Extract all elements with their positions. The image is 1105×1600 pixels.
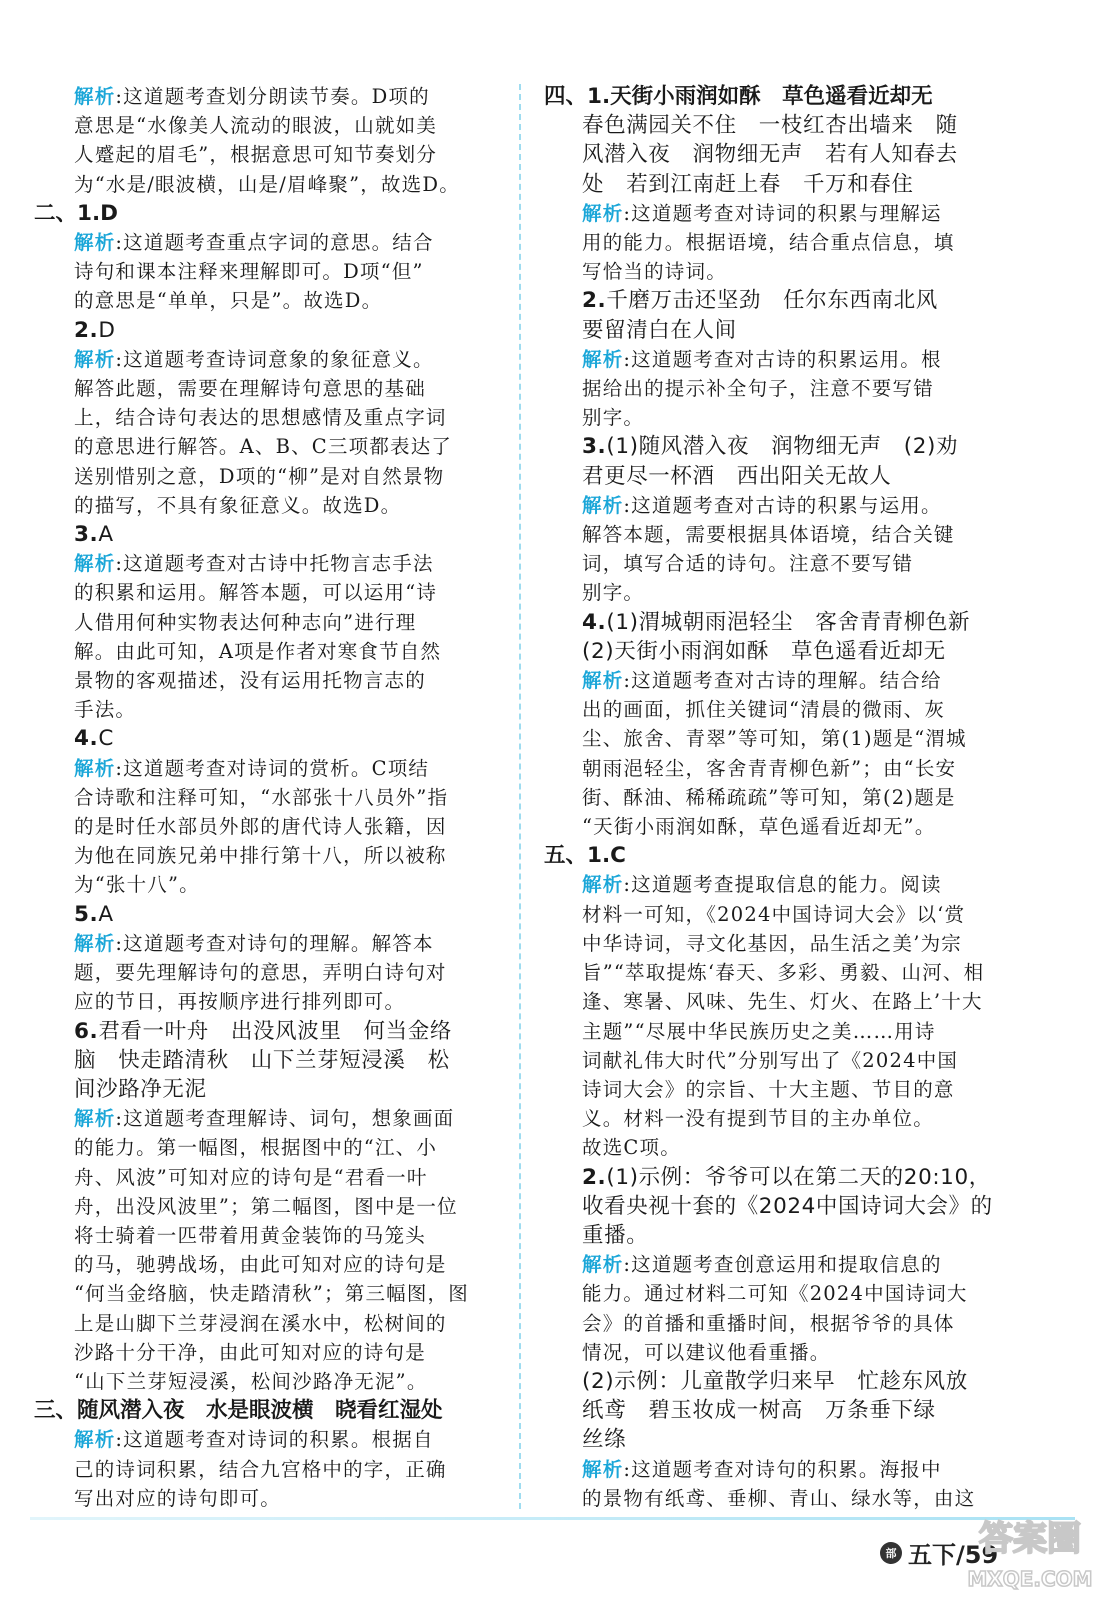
line-text: :这道题考查提取信息的能力。阅读 — [623, 873, 942, 897]
question-number: 5. — [74, 901, 99, 927]
analysis-tag: 解析 — [74, 1428, 116, 1452]
question-number: 1. — [587, 84, 611, 109]
line-text: 舟、风波”可知对应的诗句是“君看一叶 — [74, 1165, 428, 1189]
text-line — [544, 637, 1014, 666]
text-line — [34, 929, 494, 958]
left-column — [34, 82, 494, 1513]
line-text: 收看央视十套的《2024中国诗词大会》的 — [582, 1193, 993, 1219]
line-text: 君看一叶舟 出没风波里 何当金络 — [98, 1018, 452, 1044]
line-text: :这道题考查创意运用和提取信息的 — [623, 1253, 942, 1277]
analysis-tag: 解析 — [74, 756, 116, 780]
text-line — [34, 140, 494, 169]
text-line — [544, 1309, 1014, 1338]
text-line — [544, 754, 1014, 783]
line-text: 送别惜别之意，D项的“柳”是对自然景物 — [74, 464, 445, 488]
text-line — [34, 724, 494, 753]
text-line — [544, 1046, 1014, 1075]
text-line — [544, 286, 1014, 315]
line-text: 的意思是“单单，只是”。故选D。 — [74, 289, 383, 313]
line-text: 的景物有纸鸢、垂柳、青山、绿水等，由这 — [582, 1486, 976, 1510]
text-line — [544, 1279, 1014, 1308]
line-text: 上，结合诗句表达的思想感情及重点字词 — [74, 406, 447, 430]
analysis-tag: 解析 — [582, 669, 624, 693]
line-text: 景物的客观描述，没有运用托物言志的 — [74, 669, 426, 693]
text-line — [544, 841, 1014, 870]
line-text: :这道题考查理解诗、词句，想象画面 — [115, 1107, 455, 1131]
text-line — [34, 286, 494, 315]
line-text: 材料一可知，《2024中国诗词大会》以‘赏 — [582, 902, 966, 926]
line-text: 故选C项。 — [582, 1136, 681, 1160]
text-line — [544, 812, 1014, 841]
line-text: 己的诗词积累，结合九宫格中的字，正确 — [74, 1457, 447, 1481]
watermark-logo — [960, 1498, 1100, 1598]
line-text: 为“张十八”。 — [74, 873, 200, 897]
text-line — [34, 812, 494, 841]
text-line — [544, 1104, 1014, 1133]
text-line — [34, 754, 494, 783]
text-line — [34, 1104, 494, 1133]
text-line — [544, 345, 1014, 374]
text-line — [544, 199, 1014, 228]
line-text: 应的节日，再按顺序进行排列即可。 — [74, 990, 406, 1014]
question-number: 2. — [74, 317, 99, 343]
analysis-tag: 解析 — [582, 347, 624, 371]
line-text: 意思是“水像美人流动的眼波，山就如美 — [74, 114, 438, 138]
line-text: 上是山脚下兰芽浸润在溪水中，松树间的 — [74, 1311, 447, 1335]
text-line — [34, 1221, 494, 1250]
line-text: 重播。 — [582, 1222, 649, 1248]
line-text: :这道题考查对诗词的积累与理解运 — [623, 201, 942, 225]
text-line — [544, 1133, 1014, 1162]
line-text: 别字。 — [582, 581, 645, 605]
line-text: :这道题考查对古诗的积累与运用。 — [623, 493, 942, 517]
line-text: C — [98, 726, 114, 752]
page-number: 五下/59 — [908, 1541, 999, 1569]
text-line — [544, 900, 1014, 929]
text-line — [34, 1250, 494, 1279]
line-text: A — [98, 522, 114, 548]
line-text: 情况，可以建议他看重播。 — [582, 1340, 831, 1364]
text-line — [34, 549, 494, 578]
line-text: (1)渭城朝雨浥轻尘 客舍青青柳色新 — [606, 609, 971, 635]
line-text: 随风潜入夜 水是眼波横 晓看红湿处 — [77, 1398, 443, 1424]
analysis-tag: 解析 — [582, 1457, 624, 1481]
line-text: 纸鸢 碧玉妆成一树高 万条垂下绿 — [582, 1398, 936, 1424]
text-line — [34, 520, 494, 549]
line-text: 丝绦 — [582, 1427, 627, 1453]
text-line — [34, 1017, 494, 1046]
text-line — [544, 578, 1014, 607]
analysis-tag: 解析 — [74, 231, 116, 255]
line-text: (2)示例：儿童散学归来早 忙趁东风放 — [582, 1368, 968, 1394]
line-text: 解。由此可知，A项是作者对寒食节自然 — [74, 639, 442, 663]
text-line — [544, 695, 1014, 724]
text-line — [34, 316, 494, 345]
line-text: D — [98, 317, 116, 343]
line-text: 人蹙起的眉毛”，根据意思可知节奏划分 — [74, 143, 438, 167]
line-text: (1)示例：爷爷可以在第二天的20:10， — [606, 1164, 991, 1190]
text-line — [544, 316, 1014, 345]
analysis-tag: 解析 — [74, 931, 116, 955]
text-line — [544, 1484, 1014, 1513]
line-text: 风潜入夜 润物细无声 若有人知春去 — [582, 142, 958, 168]
text-line — [544, 1396, 1014, 1425]
line-text: 间沙路净无泥 — [74, 1076, 207, 1102]
text-line — [34, 870, 494, 899]
text-line — [544, 1455, 1014, 1484]
text-line — [544, 929, 1014, 958]
line-text: 人借用何种实物表达何种志向”进行理 — [74, 610, 417, 634]
line-text: 为他在同族兄弟中排行第十八，所以被称 — [74, 844, 447, 868]
text-line — [34, 987, 494, 1016]
line-text: (2)天街小雨润如酥 草色遥看近却无 — [582, 638, 946, 664]
section-number: 二、 — [34, 200, 78, 226]
text-line — [544, 432, 1014, 461]
text-line — [34, 841, 494, 870]
text-line — [34, 462, 494, 491]
line-text: 中华诗词，寻文化基因，品生活之美’为宗 — [582, 931, 962, 955]
analysis-tag: 解析 — [74, 347, 116, 371]
text-line — [34, 578, 494, 607]
line-text: 题，要先理解诗句的意思，弄明白诗句对 — [74, 961, 447, 985]
line-text: 要留清白在人间 — [582, 317, 737, 343]
text-line — [34, 1075, 494, 1104]
text-line — [544, 987, 1014, 1016]
line-text: 千磨万击还坚劲 任尔东西南北风 — [606, 288, 938, 314]
line-text: 君更尽一杯酒 西出阳关无故人 — [582, 463, 892, 489]
line-text: 写出对应的诗句即可。 — [74, 1486, 282, 1510]
question-number: 2. — [582, 1164, 607, 1190]
bottom-rule — [30, 1517, 1075, 1520]
line-text: “山下兰芽短浸溪，松间沙路净无泥”。 — [74, 1369, 428, 1393]
text-line — [544, 462, 1014, 491]
text-line — [34, 345, 494, 374]
text-line — [544, 1192, 1014, 1221]
text-line — [544, 140, 1014, 169]
text-line — [544, 228, 1014, 257]
text-line — [544, 1425, 1014, 1454]
line-text: 写恰当的诗词。 — [582, 260, 727, 284]
line-text: 手法。 — [74, 698, 137, 722]
text-line — [34, 1133, 494, 1162]
line-text: 会》的首播和重播时间，根据爷爷的具体 — [582, 1311, 955, 1335]
text-line — [34, 637, 494, 666]
text-line — [34, 1484, 494, 1513]
text-line — [34, 1425, 494, 1454]
line-text: 天街小雨润如酥 草色遥看近却无 — [610, 84, 933, 109]
line-text: 的能力。第一幅图，根据图中的“江、小 — [74, 1136, 438, 1160]
watermark-text: 答案圈 — [979, 1519, 1081, 1559]
line-text: 处 若到江南赶上春 千万和春住 — [582, 171, 914, 197]
line-text: :这道题考查对古诗中托物言志手法 — [115, 552, 434, 576]
analysis-tag: 解析 — [582, 873, 624, 897]
text-line — [34, 170, 494, 199]
text-line — [34, 1192, 494, 1221]
text-line — [34, 111, 494, 140]
line-text: 旨”“萃取提炼‘春天、多彩、勇毅、山河、相 — [582, 961, 985, 985]
text-line — [544, 1338, 1014, 1367]
line-text: 的是时任水部员外郎的唐代诗人张籍，因 — [74, 815, 447, 839]
line-text: 词献礼伟大时代”分别写出了《2024中国 — [582, 1048, 959, 1072]
text-line — [34, 1163, 494, 1192]
text-line — [34, 666, 494, 695]
line-text: 词，填写合适的诗句。注意不要写错 — [582, 552, 914, 576]
text-line — [544, 549, 1014, 578]
text-line — [34, 374, 494, 403]
text-line — [544, 608, 1014, 637]
text-line — [34, 783, 494, 812]
line-text: 脑 快走踏清秋 山下兰芽短浸溪 松 — [74, 1047, 450, 1073]
line-text: 春色满园关不住 一枝红杏出墙来 随 — [582, 113, 958, 139]
line-text: 舟，出没风波里”；第二幅图，图中是一位 — [74, 1194, 458, 1218]
line-text: :这道题考查对古诗的理解。结合给 — [623, 669, 942, 693]
question-number: 2. — [582, 288, 607, 314]
text-line — [544, 1163, 1014, 1192]
text-line — [34, 403, 494, 432]
column-divider — [519, 84, 521, 1509]
text-line — [34, 1338, 494, 1367]
text-line — [544, 520, 1014, 549]
text-line — [544, 870, 1014, 899]
text-line — [544, 257, 1014, 286]
analysis-tag: 解析 — [74, 552, 116, 576]
text-line — [544, 958, 1014, 987]
line-text: 据给出的提示补全句子，注意不要写错 — [582, 377, 934, 401]
section-number: 三、 — [34, 1398, 78, 1424]
text-line — [544, 1075, 1014, 1104]
question-number: 1. — [587, 843, 611, 869]
text-line — [34, 257, 494, 286]
line-text: “何当金络脑，快走踏清秋”；第三幅图，图 — [74, 1282, 469, 1306]
text-line — [34, 228, 494, 257]
section-number: 五、 — [544, 843, 588, 869]
line-text: 用的能力。根据语境，结合重点信息，填 — [582, 231, 955, 255]
analysis-tag: 解析 — [74, 85, 116, 108]
text-line — [544, 111, 1014, 140]
line-text: 诗词大会》的宗旨、十大主题、节目的意 — [582, 1077, 955, 1101]
line-text: 朝雨浥轻尘，客舍青青柳色新”；由“长安 — [582, 756, 957, 780]
line-text: 出的画面，抓住关键词“清晨的微雨、灰 — [582, 698, 946, 722]
text-line — [34, 1279, 494, 1308]
question-number: 4. — [74, 726, 99, 752]
text-line — [34, 608, 494, 637]
line-text: :这道题考查划分朗读节奏。D项的 — [115, 85, 430, 108]
text-line — [34, 432, 494, 461]
section-number: 四、 — [544, 84, 588, 109]
line-text: 将士骑着一匹带着用黄金装饰的马笼头 — [74, 1223, 426, 1247]
line-text: 的马，驰骋战场，由此可知对应的诗句是 — [74, 1253, 447, 1277]
line-text: 的意思进行解答。A、B、C三项都表达了 — [74, 435, 453, 459]
text-line — [34, 1309, 494, 1338]
line-text: 为“水是/眼波横，山是/眉峰聚”，故选D。 — [74, 172, 460, 196]
text-line — [544, 1367, 1014, 1396]
line-text: 别字。 — [582, 406, 645, 430]
text-line — [544, 170, 1014, 199]
line-text: :这道题考查对诗词的赏析。C项结 — [115, 756, 430, 780]
line-text: 主题”“尽展中华民族历史之美……用诗 — [582, 1019, 936, 1043]
question-number: 3. — [582, 434, 607, 460]
line-text: 解答本题，需要根据具体语境，结合关键 — [582, 523, 955, 547]
line-text: 解答此题，需要在理解诗句意思的基础 — [74, 377, 426, 401]
question-number: 1. — [77, 200, 101, 226]
line-text: 能力。通过材料二可知《2024中国诗词大 — [582, 1282, 968, 1306]
question-number: 4. — [582, 609, 607, 635]
text-line — [34, 958, 494, 987]
text-line — [544, 724, 1014, 753]
question-number: 3. — [74, 522, 99, 548]
text-line — [544, 491, 1014, 520]
line-text: 沙路十分干净，由此可知对应的诗句是 — [74, 1340, 426, 1364]
text-line — [34, 1396, 494, 1425]
text-line — [34, 1367, 494, 1396]
line-text: :这道题考查对诗句的积累。海报中 — [623, 1457, 942, 1481]
text-line — [544, 374, 1014, 403]
line-text: C — [610, 843, 626, 869]
text-line — [544, 1017, 1014, 1046]
analysis-tag: 解析 — [582, 1253, 624, 1277]
text-line — [34, 1046, 494, 1075]
line-text: :这道题考查重点字词的意思。结合 — [115, 231, 434, 255]
line-text: 逢、寒暑、风味、先生、灯火、在路上’十大 — [582, 990, 983, 1014]
line-text: (1)随风潜入夜 润物细无声 (2)劝 — [606, 434, 959, 460]
question-number: 6. — [74, 1018, 99, 1044]
text-line — [544, 783, 1014, 812]
text-line — [34, 82, 494, 111]
text-line — [34, 491, 494, 520]
line-text: A — [98, 901, 114, 927]
analysis-tag: 解析 — [582, 493, 624, 517]
line-text: 尘、旅舍、青翠”等可知，第(1)题是“渭城 — [582, 727, 967, 751]
line-text: “天街小雨润如酥，草色遥看近却无”。 — [582, 815, 936, 839]
text-line — [544, 1221, 1014, 1250]
line-text: 的描写，不具有象征意义。故选D。 — [74, 493, 402, 517]
edition-badge: 部 — [880, 1542, 902, 1564]
line-text: 诗句和课本注释来理解即可。D项“但” — [74, 260, 424, 284]
line-text: 义。材料一没有提到节目的主办单位。 — [582, 1107, 934, 1131]
text-line — [34, 199, 494, 228]
line-text: :这道题考查诗词意象的象征意义。 — [115, 347, 434, 371]
text-line — [544, 82, 1014, 111]
line-text: 合诗歌和注释可知，“水部张十八员外”指 — [74, 785, 449, 809]
analysis-tag: 解析 — [582, 201, 624, 225]
text-line — [544, 403, 1014, 432]
text-line — [544, 666, 1014, 695]
analysis-tag: 解析 — [74, 1107, 116, 1131]
text-line — [34, 900, 494, 929]
line-text: :这道题考查对古诗的积累运用。根 — [623, 347, 942, 371]
watermark-url: MXQE.COM — [967, 1567, 1093, 1591]
line-text: :这道题考查对诗句的理解。解答本 — [115, 931, 434, 955]
line-text: 的积累和运用。解答本题，可以运用“诗 — [74, 581, 438, 605]
text-line — [34, 695, 494, 724]
right-column — [544, 82, 1014, 1513]
line-text: D — [100, 200, 119, 226]
text-line — [34, 1455, 494, 1484]
line-text: 街、酥油、稀稀疏疏”等可知，第(2)题是 — [582, 785, 956, 809]
text-line — [544, 1250, 1014, 1279]
line-text: :这道题考查对诗词的积累。根据自 — [115, 1428, 434, 1452]
